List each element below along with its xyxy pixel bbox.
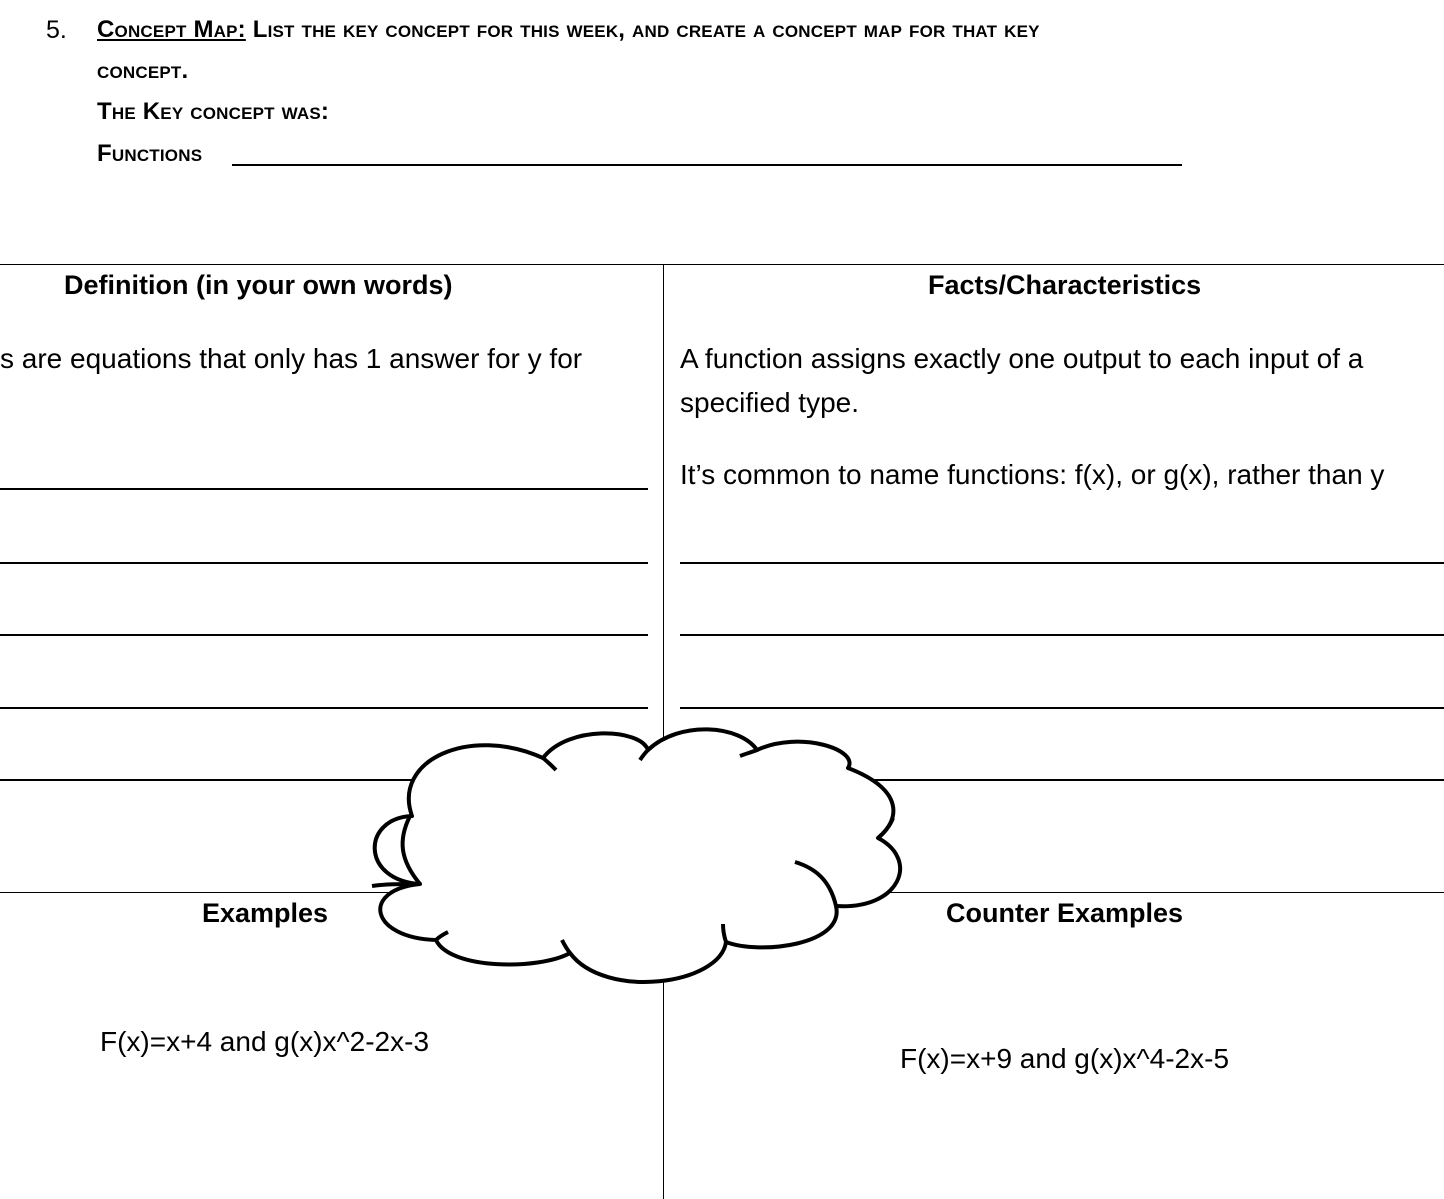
key-concept-prompt: The Key concept was: (97, 98, 330, 125)
question-number: 5. (46, 16, 67, 44)
counter-examples-text: F(x)=x+9 and g(x)x^4-2x-5 (900, 1043, 1230, 1074)
facts-text-1: A function assigns exactly one output to each input of a (680, 343, 1364, 374)
instruction-line-2: concept. (97, 57, 189, 84)
facts-text-1b: specified type. (680, 387, 859, 418)
definition-title: Definition (in your own words) (64, 270, 453, 300)
examples-title: Examples (202, 898, 329, 928)
key-concept-value: Functions (97, 140, 203, 167)
facts-title: Facts/Characteristics (928, 270, 1202, 300)
counter-examples-title: Counter Examples (946, 898, 1184, 928)
concept-map-label: Concept Map: (97, 16, 246, 43)
facts-text-2: It’s common to name functions: f(x), or g(x), rather than y (680, 459, 1385, 490)
cloud-shape (375, 729, 900, 982)
examples-text: F(x)=x+4 and g(x)x^2-2x-3 (100, 1026, 430, 1057)
definition-text: s are equations that only has 1 answer for y for (0, 343, 583, 374)
instruction-line-1: List the key concept for this week, and create a concept map for that key (252, 16, 1040, 43)
